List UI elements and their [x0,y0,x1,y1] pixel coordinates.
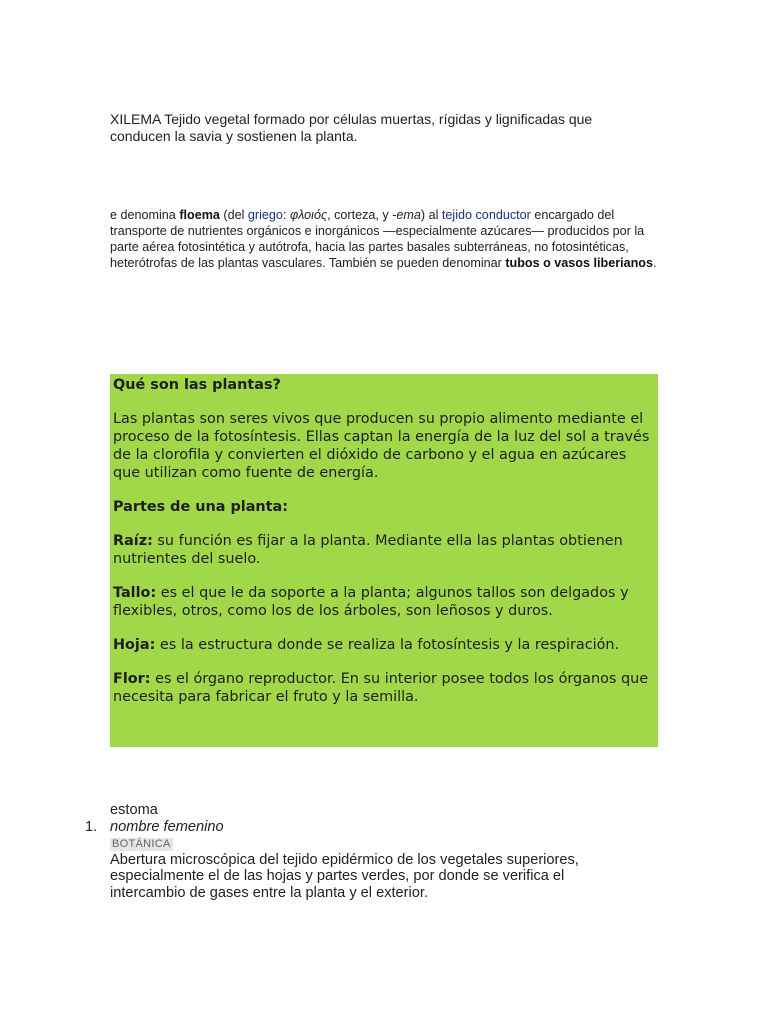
floema-al: ) al [420,208,442,222]
part-desc: es el órgano reproductor. En su interior posee todos los órganos que necesita para fabricar el fruto y la semilla. [113,671,649,705]
sense-number: 1. [85,818,98,835]
floema-open-paren: (del [219,208,248,222]
floema-paragraph [110,207,658,271]
floema-ema: ema [396,208,421,222]
part-hoja [113,636,655,654]
floema-corteza: , corteza, y - [327,208,397,222]
floema-colon: : [282,208,290,222]
xilema-paragraph: XILEMA Tejido vegetal formado por células muertas, rígidas y lignificadas que conducen la savia y sostienen la planta. [110,111,593,144]
part-flor [113,670,655,706]
plants-info-box [110,374,658,747]
entry-definition: Abertura microscópica del tejido epidérmico de los vegetales superiores, especialmente el de las hojas y partes verdes, por donde se verifica el intercambio de gases entre la planta y el exterior. [110,851,579,901]
floema-period: . [653,256,657,270]
part-name: Flor: [113,671,151,687]
domain-tag: BOTÁNICA [112,838,171,850]
part-desc: es la estructura donde se realiza la fotosíntesis y la respiración. [155,637,620,653]
part-raiz [113,532,655,568]
tejido-conductor-link[interactable]: tejido conductor [441,208,531,222]
part-name: Hoja: [113,637,156,653]
part-desc: es el que le da soporte a la planta; algunos tallos son delgados y flexibles, otros, como los de los árboles, son leñosos y duros. [113,585,629,619]
floema-term: floema [179,208,220,222]
floema-body: encargado del transporte de nutrientes orgánicos e inorgánicos —especialmente azúcares— producidos por la parte aérea fotosintética y autótrofa, hacia las partes basales subterráneas, no fotosintéticas, heterótrofas de las plantas vasculares. También se pueden denominar [110,208,645,270]
part-name: Tallo: [113,585,157,601]
greek-word: φλοιός [289,208,328,222]
grammar-gender: nombre femenino [110,818,224,835]
part-tallo [113,584,655,620]
box-intro: Las plantas son seres vivos que producen su propio alimento mediante el proceso de la fotosíntesis. Ellas captan la energía de la luz del sol a través de la clorofila y convierten el dióxido de carbono y el agua en azúcares que utilizan como fuente de energía. [113,411,650,481]
part-name: Raíz: [113,533,153,549]
box-title: Qué son las plantas? [113,377,281,393]
griego-link[interactable]: griego [247,208,283,222]
partes-title: Partes de una planta: [113,499,288,515]
entry-word: estoma [110,802,158,818]
estoma-entry [85,802,630,901]
floema-intro: e denomina [110,208,180,222]
part-desc: su función es fijar a la planta. Mediante ella las plantas obtienen nutrientes del suelo. [113,533,623,567]
floema-tubos: tubos o vasos liberianos [505,256,653,270]
